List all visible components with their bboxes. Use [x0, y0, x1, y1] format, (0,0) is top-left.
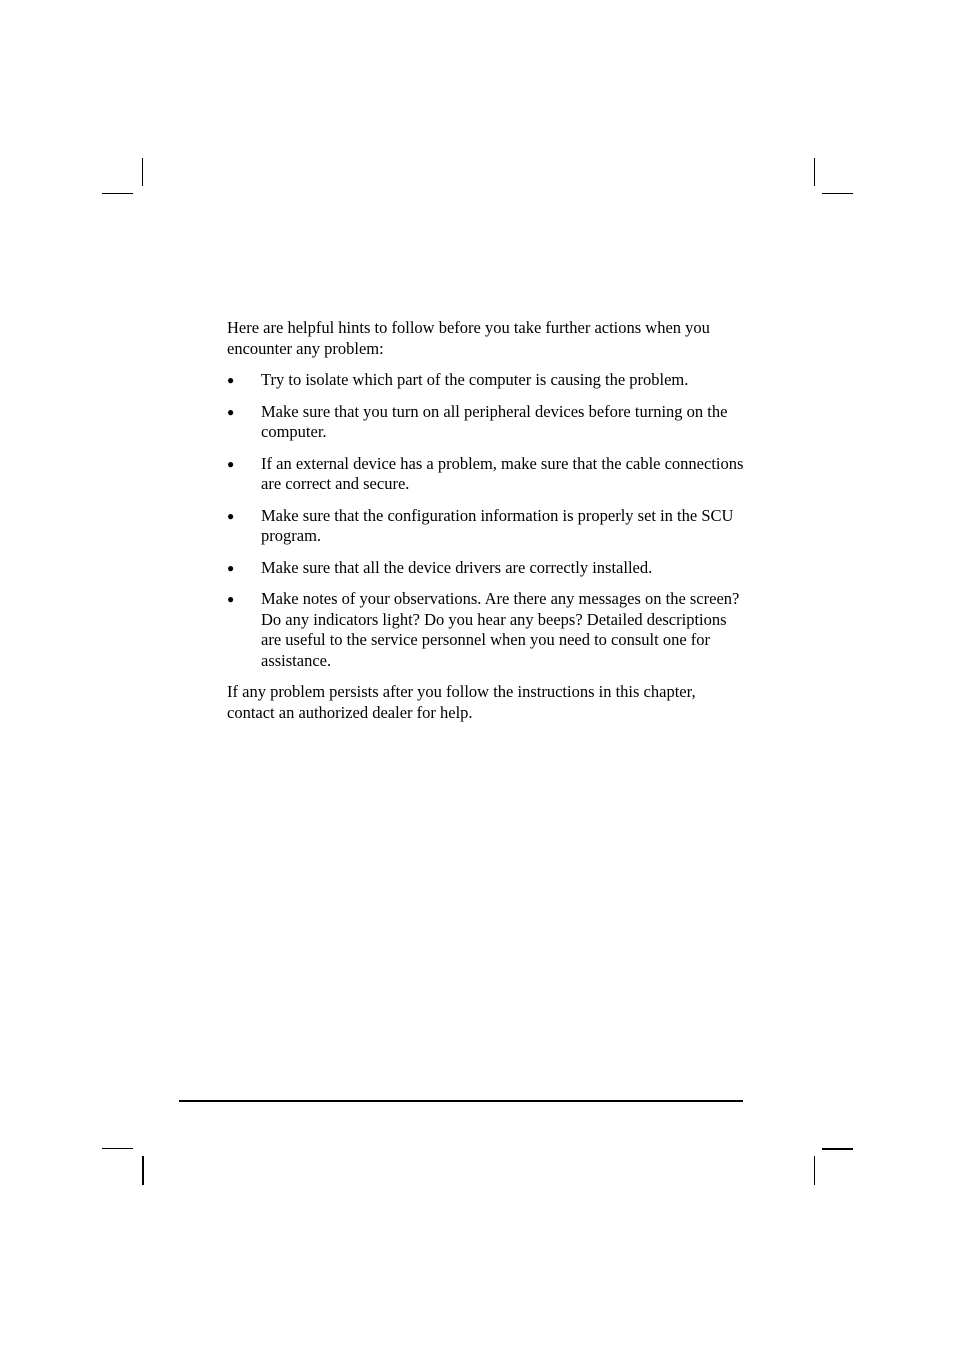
crop-mark-top-right-vertical	[814, 158, 815, 186]
crop-mark-top-right-horizontal	[822, 193, 853, 194]
list-item-text: Make sure that all the device drivers are correctly installed.	[261, 557, 653, 577]
list-item	[227, 558, 747, 579]
bullet-icon: ●	[227, 373, 235, 387]
crop-mark-bottom-left-vertical	[142, 1156, 144, 1185]
closing-paragraph: If any problem persists after you follow the instructions in this chapter, contact an authorized dealer for help.	[227, 682, 696, 722]
list-item	[227, 370, 747, 391]
crop-mark-bottom-right-vertical	[814, 1156, 815, 1185]
bullet-icon: ●	[227, 404, 235, 419]
list-item	[227, 589, 747, 671]
list-item-text: Make sure that you turn on all peripheral devices before turning on the computer.	[261, 401, 728, 441]
bullet-icon: ●	[227, 560, 235, 575]
crop-mark-top-left-vertical	[142, 158, 143, 186]
list-item	[227, 506, 747, 547]
crop-mark-top-left-horizontal	[102, 193, 133, 194]
bullet-icon: ●	[227, 508, 235, 523]
list-item-text: Try to isolate which part of the computer is causing the problem.	[261, 370, 689, 389]
crop-mark-bottom-left-horizontal	[102, 1148, 133, 1149]
crop-mark-bottom-right-horizontal	[822, 1148, 853, 1150]
bullet-icon: ●	[227, 592, 235, 606]
list-item-text: Make sure that the configuration information is properly set in the SCU program.	[261, 505, 734, 545]
list-item-text: Make notes of your observations. Are there any messages on the screen? Do any indicators light? Do you hear any beeps? Detailed descriptions are useful to the service personnel when you need to consult one for assistance.	[261, 589, 740, 670]
hints-list	[227, 370, 747, 671]
list-item-text: If an external device has a problem, make sure that the cable connections are correct and secure.	[261, 453, 744, 493]
footer-rule	[179, 1100, 743, 1102]
intro-paragraph: Here are helpful hints to follow before you take further actions when you encounter any problem:	[227, 318, 710, 358]
bullet-icon: ●	[227, 456, 235, 471]
list-item	[227, 454, 747, 495]
list-item	[227, 402, 747, 443]
page-content	[227, 318, 747, 723]
